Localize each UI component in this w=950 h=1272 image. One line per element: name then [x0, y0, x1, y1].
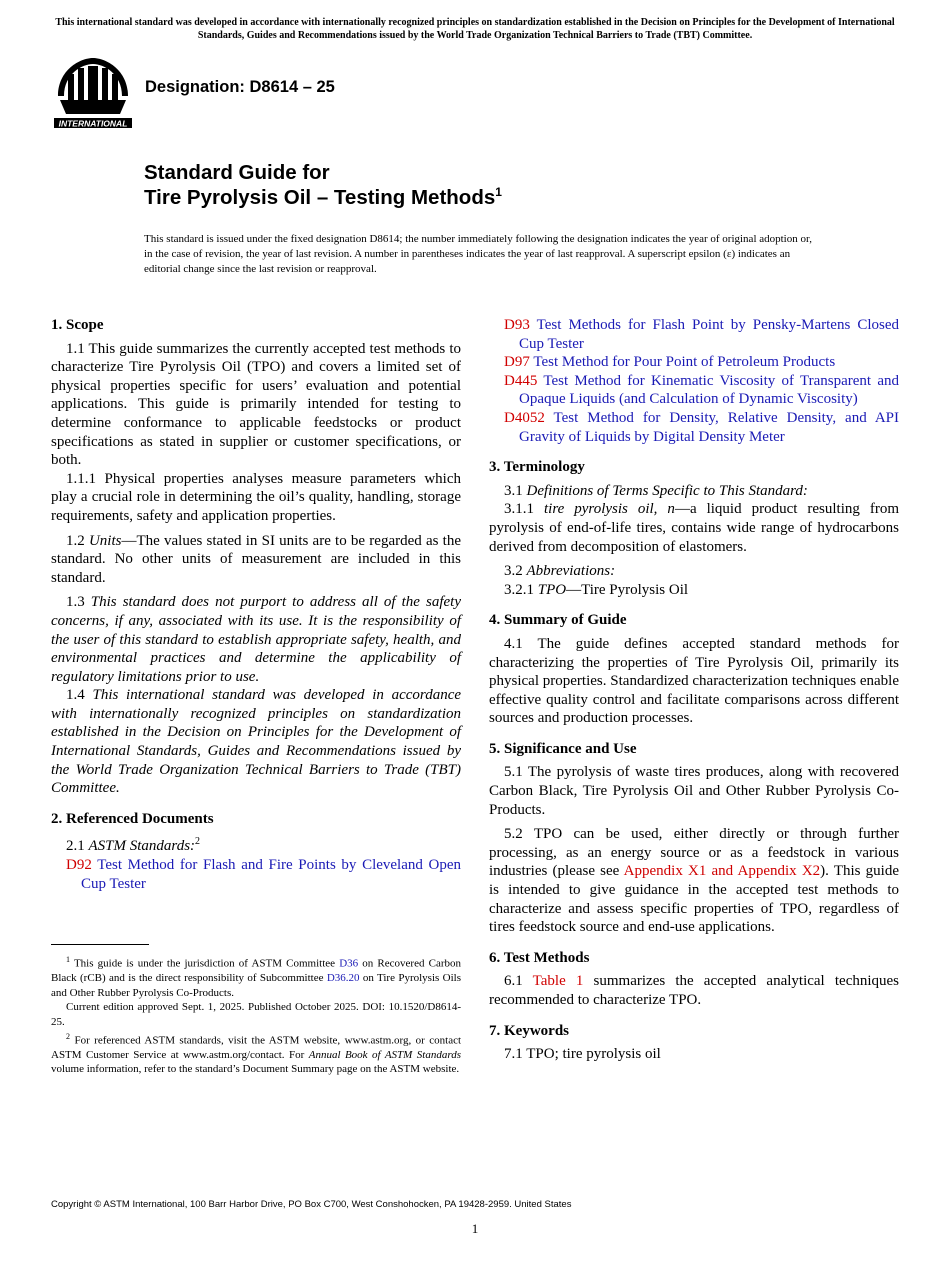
para-4-1: 4.1 The guide defines accepted standard methods for characterizing the properties of Tire Pyrolysis Oil, primarily its physical properties. Standardized characterization techniques enable effective quality control and facilitate comparisons across different sources and production processes.	[489, 635, 899, 727]
footnote-edition: Current edition approved Sept. 1, 2025. Published October 2025. DOI: 10.1520/D8614-25.	[51, 1001, 461, 1029]
standard-note: This standard is issued under the fixed designation D8614; the number immediately following the designation indicates the year of original adoption or, in the case of revision, the year of last revision. A number in parentheses indicates the year of last reapproval. A superscript epsilon (ε) indicates an editorial change since the last revision or reapproval.	[144, 233, 812, 275]
para-3-2: 3.2 Abbreviations:	[504, 563, 616, 580]
section-heading-summary: 4. Summary of Guide	[489, 612, 627, 629]
section-heading-scope: 1. Scope	[51, 317, 104, 333]
left-column	[51, 316, 461, 893]
para-1-2: 1.2 Units—The values stated in SI units are to be regarded as the standard. No other units of measurement are included in this standard.	[51, 532, 462, 586]
ref-d93[interactable]: D93 Test Methods for Flash Point by Pensky-Martens Closed Cup Tester	[504, 317, 900, 352]
para-3-2-1: 3.2.1 TPO—Tire Pyrolysis Oil	[504, 581, 689, 598]
ref-d97[interactable]: D97 Test Method for Pour Point of Petroleum Products	[504, 354, 836, 371]
section-heading-keywords: 7. Keywords	[489, 1022, 569, 1039]
astm-logo	[52, 56, 134, 132]
link-d36[interactable]: D36	[339, 957, 359, 970]
para-1-1: 1.1 This guide summarizes the currently accepted test methods to characterize Tire Pyrolysis Oil (TPO) and covers a limited set of physical properties specific for users’ evaluation and potential applications. This guide is primarily intended for testing to determine conformance to applicable feedstocks or product specifications as stated in supplier or customer specifications, or both.	[51, 340, 461, 469]
title-line-1: Standard Guide for	[144, 161, 330, 184]
section-heading-referenced: 2. Referenced Documents	[51, 810, 214, 827]
page-number: 1	[471, 1221, 479, 1236]
header-notice: This international standard was developed in accordance with internationally recognized principles on standardization established in the Decision on Principles for the Development of International Standards, Guides and Recommendations issued by the World Trade Organization Technical Barriers to Trade (TBT) Committee.	[55, 17, 895, 41]
para-1-4: 1.4 This international standard was developed in accordance with internationally recognized principles on standardization established in the Decision on Principles for the Development of International Standards, Guides and Recommendations issued by the World Trade Organization Technical Barriers to Trade (TBT) Committee.	[51, 687, 462, 797]
para-3-1-1: 3.1.1 tire pyrolysis oil, n—a liquid product resulting from pyrolysis of end-of-life tires, contains wide range of hydrocarbons derived from decomposition of elastomers.	[489, 501, 900, 555]
para-5-1: 5.1 The pyrolysis of waste tires produces, along with recovered Carbon Black, Tire Pyrolysis Oil and Other Rubber Pyrolysis Co-Products.	[489, 764, 899, 818]
para-5-2: 5.2 TPO can be used, either directly or through further processing, as an energy source or as a feedstock in various industries (please see Appendix X1 and Appendix X2). This guide is intended to give guidance in the accepted test methods to characterize and assess specific properties of TPO, regardless of tires feedstock source and end-use applications.	[489, 826, 899, 936]
ref-d92[interactable]: D92 Test Method for Flash and Fire Points by Cleveland Open Cup Tester	[66, 857, 462, 892]
copyright: Copyright © ASTM International, 100 Barr Harbor Drive, PO Box C700, West Conshohocken, PA 19428-2959. United States	[51, 1199, 572, 1210]
footnote-1: $^1$ This guide is under the jurisdiction of ASTM Committee D36 on Recovered Carbon Black (rCB) and is the direct responsibility of Subcommittee D36.20 on Tire Pyrolysis Oils and Other Rubber Pyrolysis Co-Products.	[51, 955, 461, 999]
ref-d4052[interactable]: D4052 Test Method for Density, Relative Density, and API Gravity of Liquids by Digital Density Meter	[504, 409, 899, 445]
right-column	[489, 316, 899, 1064]
para-1-1-1: 1.1.1 Physical properties analyses measure parameters which play a crucial role in determining the oil’s quality, handling, storage requirements, safety and application properties.	[51, 470, 461, 524]
para-2-1: 2.1 ASTM Standards:$^2$	[66, 836, 201, 855]
designation: Designation: D8614 – 25	[145, 78, 335, 96]
footnote-2: $^2$ For referenced ASTM standards, visit the ASTM website, www.astm.org, or contact ASTM Customer Service at www.astm.org/contact. For Annual Book of ASTM Standards volume information, refer to the standard’s Document Summary page on the ASTM website.	[51, 1031, 462, 1076]
footnote-rule	[51, 944, 149, 945]
logo-text: INTERNATIONAL	[58, 118, 128, 129]
ref-d445[interactable]: D445 Test Method for Kinematic Viscosity of Transparent and Opaque Liquids (and Calculation of Dynamic Viscosity)	[504, 372, 899, 408]
section-heading-test-methods: 6. Test Methods	[489, 949, 590, 966]
link-appendix[interactable]: Appendix X1 and Appendix X2	[623, 863, 821, 880]
link-table-1[interactable]: Table 1	[532, 973, 584, 990]
para-3-1: 3.1 Definitions of Terms Specific to This Standard:	[504, 482, 808, 499]
title-line-2: Tire Pyrolysis Oil – Testing Methods	[144, 186, 496, 209]
footnotes	[51, 953, 461, 1077]
para-1-3: 1.3 This standard does not purport to address all of the safety concerns, if any, associated with its use. It is the responsibility of the user of this standard to establish appropriate safety, health, and environmental practices and determine the applicability of regulatory limitations prior to use.	[51, 594, 461, 685]
para-7-1: 7.1 TPO; tire pyrolysis oil	[504, 1046, 661, 1063]
title-footnote-mark: 1	[495, 185, 502, 200]
section-heading-terminology: 3. Terminology	[489, 459, 585, 476]
document-title	[144, 160, 502, 210]
para-6-1: 6.1 Table 1 summarizes the accepted analytical techniques recommended to characterize TPO.	[489, 973, 900, 1008]
link-d36-20[interactable]: D36.20	[326, 972, 360, 985]
section-heading-significance: 5. Significance and Use	[489, 740, 637, 757]
